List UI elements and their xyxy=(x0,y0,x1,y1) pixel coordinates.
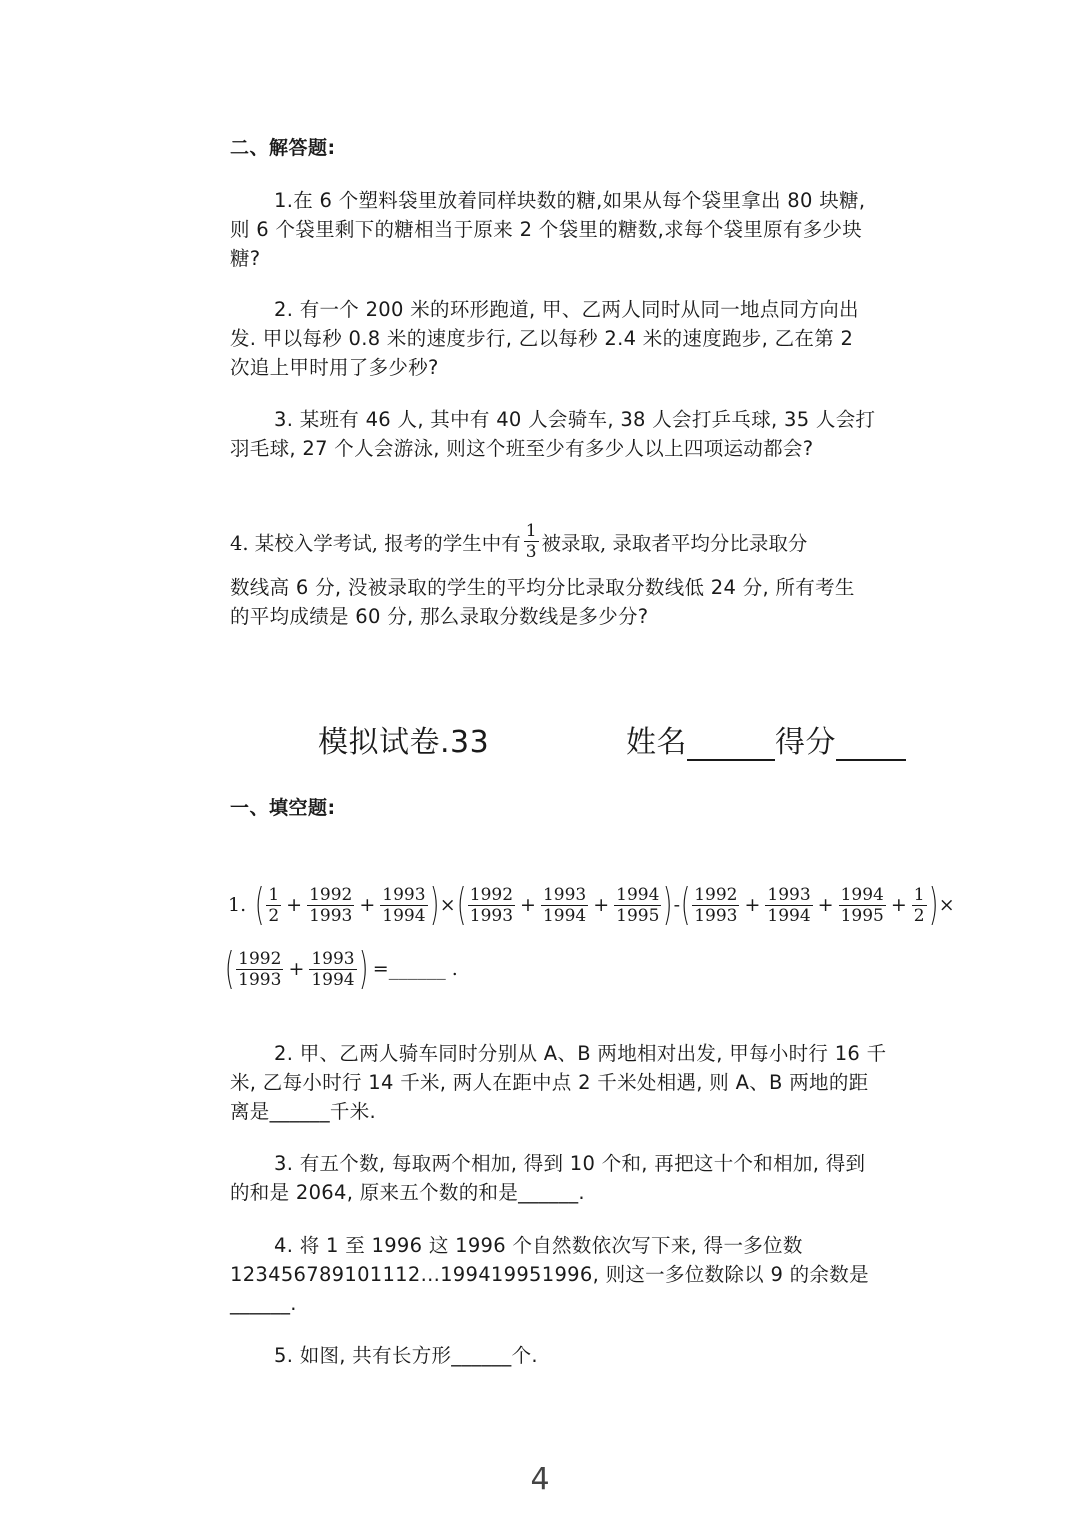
right-paren: ) xyxy=(358,943,368,994)
question-line: 123456789101112...199419951996, 则这一多位数除以 9 的余数是 xyxy=(230,1263,869,1286)
plus-sign: + xyxy=(359,894,376,916)
name-score-fields xyxy=(626,717,906,761)
fill-question-1-row-2 xyxy=(226,944,460,994)
question-line: 5. 如图, 共有长方形______个. xyxy=(274,1344,538,1367)
fraction-one-third xyxy=(524,521,539,562)
fraction-denominator: 1994 xyxy=(382,905,426,926)
fraction-denominator: 2 xyxy=(268,905,280,926)
answer-question-4-first-line xyxy=(230,521,807,562)
fraction-numerator: 1992 xyxy=(309,884,353,905)
section-heading-answers: 二、解答题: xyxy=(230,137,336,159)
fraction-numerator: 1993 xyxy=(382,884,426,905)
times-sign: × xyxy=(938,894,955,916)
fraction-denominator: 1993 xyxy=(309,905,353,926)
name-blank[interactable] xyxy=(687,731,775,761)
question-line: 次追上甲时用了多少秒? xyxy=(230,356,439,379)
fraction-denominator: 1995 xyxy=(840,905,884,926)
fraction-denominator: 1994 xyxy=(542,905,587,926)
question-line: 则 6 个袋里剩下的糖相当于原来 2 个袋里的糖数,求每个袋里原有多少块 xyxy=(230,218,863,241)
plus-sign: + xyxy=(520,894,536,916)
question-line: 发. 甲以每秒 0.8 米的速度步行, 乙以每秒 2.4 米的速度跑步, 乙在第 2 xyxy=(230,327,854,350)
left-paren: ( xyxy=(680,879,691,930)
plus-sign: + xyxy=(593,894,610,916)
question-line: 2. 甲、乙两人骑车同时分别从 A、B 两地相对出发, 甲每小时行 16 千 xyxy=(274,1042,887,1065)
question-text: 被录取, 录取者平均分比录取分 xyxy=(541,531,808,555)
score-label: 得分 xyxy=(775,725,836,760)
answer-question-2 xyxy=(230,295,930,382)
fraction xyxy=(236,949,283,990)
fraction-denominator: 1993 xyxy=(469,905,514,926)
fraction-denominator: 1995 xyxy=(616,905,660,926)
fraction-denominator: 1994 xyxy=(767,905,811,926)
score-blank[interactable] xyxy=(836,731,906,761)
fill-question-4 xyxy=(230,1231,930,1318)
fraction xyxy=(541,885,588,926)
name-label: 姓名 xyxy=(626,725,687,760)
question-line: 3. 有五个数, 每取两个相加, 得到 10 个和, 再把这十个和相加, 得到 xyxy=(274,1152,866,1175)
fraction-denominator: 2 xyxy=(913,905,925,926)
fraction xyxy=(307,885,354,926)
fill-question-1-row-1 xyxy=(226,880,957,930)
question-line: 1.在 6 个塑料袋里放着同样块数的糖,如果从每个袋里拿出 80 块糖, xyxy=(274,189,866,212)
question-line: 的平均成绩是 60 分, 那么录取分数线是多少分? xyxy=(230,605,649,628)
fraction xyxy=(692,885,739,926)
question-line: 4. 将 1 至 1996 这 1996 个自然数依次写下来, 得一多位数 xyxy=(274,1234,803,1257)
answer-question-1 xyxy=(230,186,930,273)
fraction-numerator: 1992 xyxy=(469,884,514,905)
plus-sign: + xyxy=(890,894,907,916)
fraction-denominator: 3 xyxy=(525,542,537,562)
exam-title: 模拟试卷.33 xyxy=(318,725,490,760)
question-line: 糖? xyxy=(230,247,261,270)
fraction-numerator: 1994 xyxy=(616,884,660,905)
fraction xyxy=(309,949,356,990)
fraction-denominator: 1993 xyxy=(694,905,738,926)
fill-question-5 xyxy=(230,1341,930,1370)
question-line: 米, 乙每小时行 14 千米, 两人在距中点 2 千米处相遇, 则 A、B 两地的距 xyxy=(230,1071,869,1094)
question-line: 羽毛球, 27 个人会游泳, 则这个班至少有多少人以上四项运动都会? xyxy=(230,437,814,460)
fraction-numerator: 1993 xyxy=(542,884,587,905)
question-line: 2. 有一个 200 米的环形跑道, 甲、乙两人同时从同一地点同方向出 xyxy=(274,298,859,321)
fraction xyxy=(839,885,886,926)
question-line: 数线高 6 分, 没被录取的学生的平均分比录取分数线低 24 分, 所有考生 xyxy=(230,576,855,599)
fraction-numerator: 1993 xyxy=(311,948,355,969)
question-text: 4. 某校入学考试, 报考的学生中有 xyxy=(230,531,521,555)
fraction-numerator: 1992 xyxy=(238,948,282,969)
page-number: 4 xyxy=(530,1462,550,1497)
answer-question-4-rest xyxy=(230,573,930,631)
fraction xyxy=(614,885,661,926)
fraction-numerator: 1993 xyxy=(767,884,811,905)
right-paren: ) xyxy=(928,879,938,930)
fraction xyxy=(765,885,812,926)
left-paren: ( xyxy=(456,879,466,930)
plus-sign: + xyxy=(288,958,305,980)
left-paren: ( xyxy=(255,879,265,930)
fraction-denominator: 1993 xyxy=(238,969,282,990)
plus-sign: + xyxy=(286,894,303,916)
plus-sign: + xyxy=(744,894,761,916)
question-number: 1. xyxy=(228,894,247,916)
fraction-numerator: 1 xyxy=(525,521,537,541)
answer-question-3 xyxy=(230,405,930,463)
fraction xyxy=(912,885,927,926)
fraction xyxy=(380,885,427,926)
right-paren: ) xyxy=(429,879,439,930)
fraction-numerator: 1992 xyxy=(694,884,738,905)
plus-sign: + xyxy=(817,894,834,916)
fraction xyxy=(266,885,281,926)
fill-question-2 xyxy=(230,1039,930,1126)
question-line: 的和是 2064, 原来五个数的和是______. xyxy=(230,1181,585,1204)
fraction-numerator: 1994 xyxy=(840,884,884,905)
fraction-numerator: 1 xyxy=(913,884,925,905)
section-heading-fill-in: 一、填空题: xyxy=(230,797,336,819)
fill-question-3 xyxy=(230,1149,930,1207)
question-line: 离是______千米. xyxy=(230,1100,376,1123)
question-line: 3. 某班有 46 人, 其中有 40 人会骑车, 38 人会打乒乓球, 35 人会打 xyxy=(274,408,876,431)
fraction xyxy=(468,885,515,926)
fraction-numerator: 1 xyxy=(268,884,280,905)
times-sign: × xyxy=(439,894,456,916)
right-paren: ) xyxy=(663,879,673,930)
answer-blank: =______ . xyxy=(372,958,458,980)
minus-sign: - xyxy=(673,894,681,916)
question-line: ______. xyxy=(230,1292,297,1315)
fraction-denominator: 1994 xyxy=(311,969,355,990)
left-paren: ( xyxy=(224,943,235,994)
